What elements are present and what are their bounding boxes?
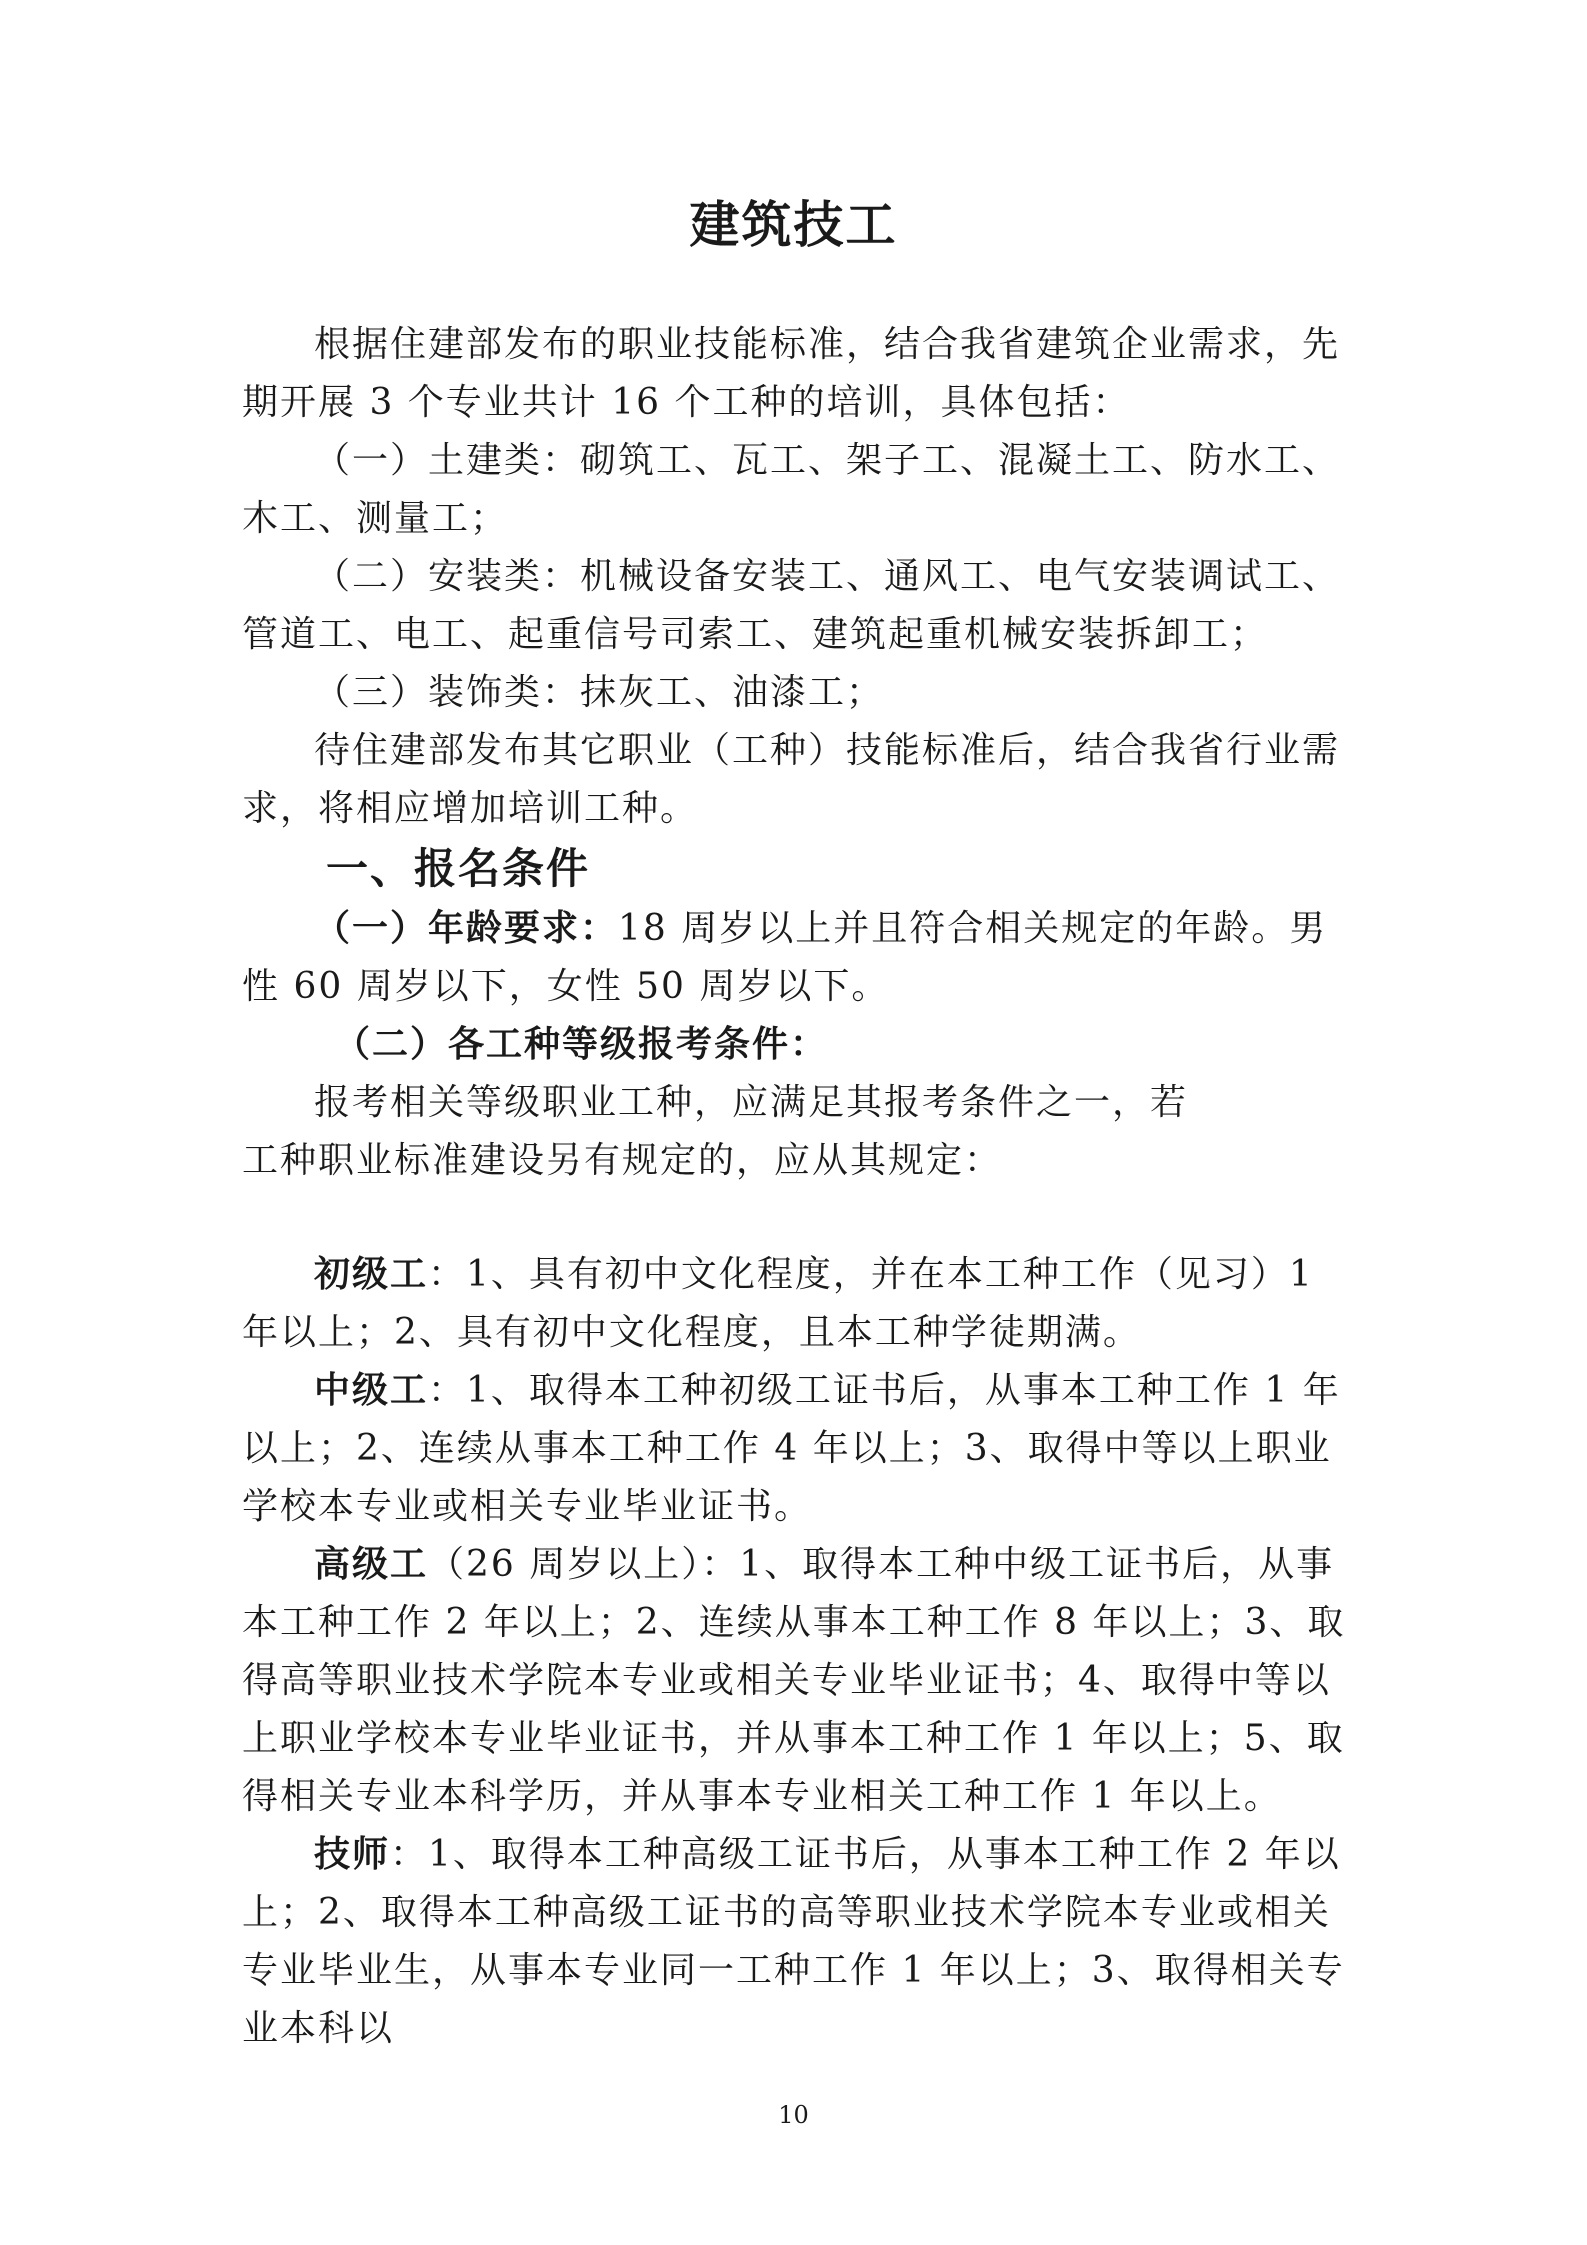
level-label: 初级工 <box>314 1254 429 1295</box>
spacer <box>242 1190 1350 1246</box>
level-senior <box>242 1536 1350 1826</box>
category-installation: （二）安装类：机械设备安装工、通风工、电气安装调试工、管道工、电工、起重信号司索工、建筑起重机械安装拆卸工； <box>242 556 1341 655</box>
level-text: ：1、取得本工种高级工证书后，从事本工种工作 2 年以上；2、取得本工种高级工证书的高等职业技术学院本专业或相关专业毕业生，从事本专业同一工种工作 1 年以上；3、取得相关专业本科以 <box>242 1834 1345 2049</box>
levels-intro: 报考相关等级职业工种，应满足其报考条件之一，若工种职业标准建设另有规定的，应从其规定： <box>242 1082 1189 1181</box>
level-text: ：1、具有初中文化程度，并在本工种工作（见习）1 年以上；2、具有初中文化程度，且本工种学徒期满。 <box>242 1254 1314 1353</box>
intro-paragraph: 根据住建部发布的职业技能标准，结合我省建筑企业需求，先期开展 3 个专业共计 16 个工种的培训，具体包括： <box>242 324 1341 423</box>
future-paragraph: 待住建部发布其它职业（工种）技能标准后，结合我省行业需求，将相应增加培训工种。 <box>242 730 1341 829</box>
section-heading-registration: 一、报名条件 <box>326 844 591 893</box>
age-requirement-text: 18 周岁以上并且符合相关规定的年龄。男性 60 周岁以下，女性 50 周岁以下。 <box>242 908 1328 1007</box>
level-text: ：1、取得本工种初级工证书后，从事本工种工作 1 年以上；2、连续从事本工种工作 4 年以上；3、取得中等以上职业学校本专业或相关专业毕业证书。 <box>242 1370 1341 1527</box>
age-requirement-label: （一）年龄要求： <box>314 908 619 949</box>
age-requirement <box>242 900 1350 1016</box>
page-number: 10 <box>778 2101 809 2129</box>
category-civil: （一）土建类：砌筑工、瓦工、架子工、混凝土工、防水工、木工、测量工； <box>242 440 1341 539</box>
level-label: 中级工 <box>314 1370 429 1411</box>
level-junior <box>242 1246 1350 1362</box>
page-title: 建筑技工 <box>689 196 898 254</box>
level-text: ：1、取得本工种中级工证书后，从事本工种工作 2 年以上；2、连续从事本工种工作 8 年以上；3、取得高等职业技术学院本专业或相关专业毕业证书；4、取得中等以上职业学校本专业毕业证书，并从事本工种工作 1 年以上；5、取得相关专业本科学历，并从事本专业相关工种工作 1 年以上。 <box>242 1544 1346 1817</box>
level-intermediate <box>242 1362 1350 1536</box>
level-technician <box>242 1826 1350 2058</box>
level-label: 技师 <box>314 1834 391 1875</box>
document-body <box>242 316 1350 2058</box>
category-decoration: （三）装饰类：抹灰工、油漆工； <box>314 672 885 713</box>
level-note: （26 周岁以上） <box>428 1544 702 1585</box>
level-label: 高级工 <box>314 1544 429 1585</box>
levels-heading: （二）各工种等级报考条件： <box>334 1024 829 1065</box>
